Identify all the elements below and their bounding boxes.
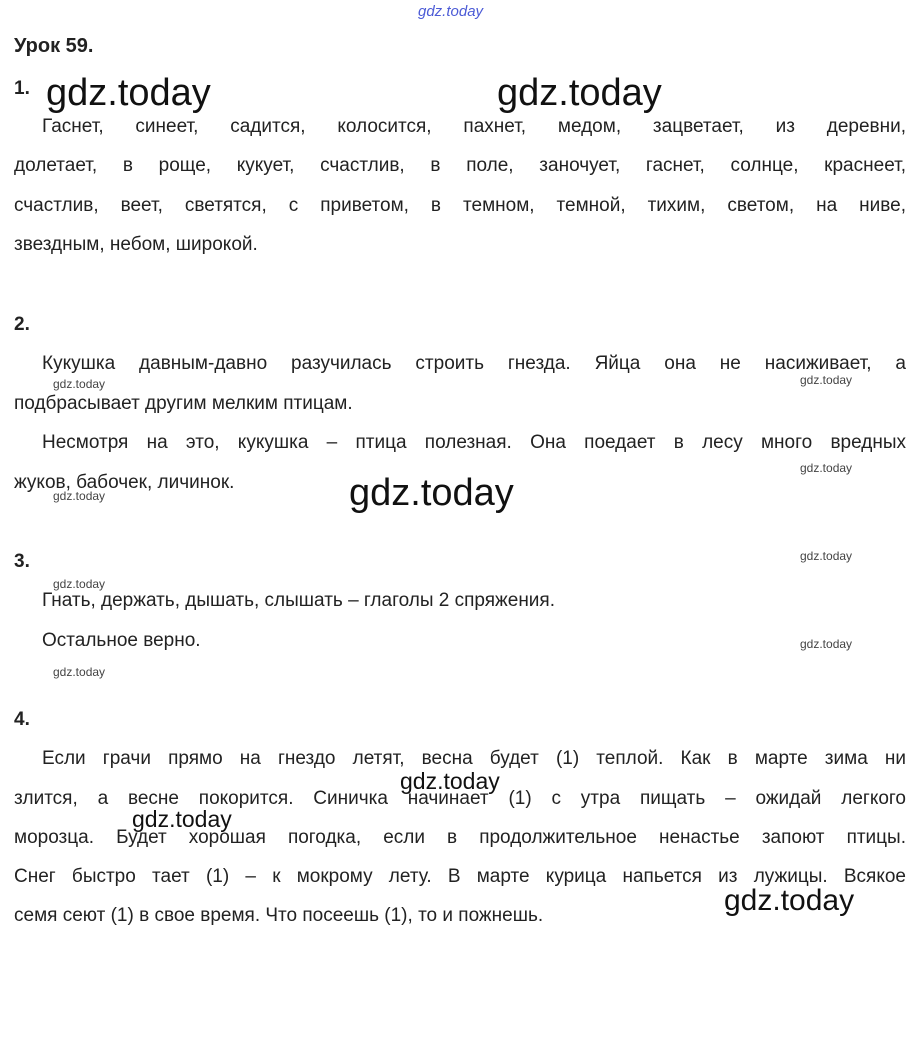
section-number: 3. (14, 551, 30, 572)
watermark: gdz.today (724, 884, 855, 917)
watermark: gdz.today (800, 637, 853, 651)
watermark: gdz.today (46, 72, 211, 114)
watermark: gdz.today (132, 806, 232, 832)
watermark: gdz.today (349, 472, 514, 514)
section-number: 4. (14, 709, 30, 730)
text-line: счастлив, веет, светятся, с приветом, в темном, темной, тихим, светом, на ниве, (14, 195, 906, 216)
lesson-title: Урок 59. (14, 35, 94, 57)
text-line: Снег быстро тает (1) – к мокрому лету. В марте курица напьется из лужицы. Всякое (14, 866, 906, 887)
watermark: gdz.today (800, 549, 853, 563)
section-number: 1. (14, 78, 30, 99)
text-line: Кукушка давным-давно разучилась строить гнезда. Яйца она не насиживает, а (42, 353, 906, 374)
text-line: подбрасывает другим мелким птицам. (14, 393, 353, 414)
text-line: долетает, в роще, кукует, счастлив, в поле, заночует, гаснет, солнце, краснеет, (14, 155, 906, 176)
watermark: gdz.today (497, 72, 662, 114)
watermark: gdz.today (800, 461, 853, 475)
watermark: gdz.today (53, 665, 106, 679)
text-line: морозца. Будет хорошая погодка, если в продолжительное ненастье запоют птицы. (14, 827, 906, 848)
watermark: gdz.today (53, 377, 106, 391)
text-line: семя сеют (1) в свое время. Что посеешь (1), то и пожнешь. (14, 905, 544, 926)
watermark: gdz.today (400, 768, 500, 794)
text-line: Гаснет, синеет, садится, колосится, пахнет, медом, зацветает, из деревни, (42, 116, 906, 137)
text-line: звездным, небом, широкой. (14, 234, 258, 255)
text-line: злится, а весне покорится. Синичка начинает (1) с утра пищать – ожидай легкого (14, 788, 906, 809)
text-line: Несмотря на это, кукушка – птица полезная. Она поедает в лесу много вредных (42, 432, 906, 453)
watermark: gdz.today (53, 577, 106, 591)
watermark: gdz.today (800, 373, 853, 387)
text-line: Гнать, держать, дышать, слышать – глаголы 2 спряжения. (42, 590, 555, 611)
text-line: Если грачи прямо на гнездо летят, весна будет (1) теплой. Как в марте зима ни (42, 748, 906, 769)
text-line: Остальное верно. (42, 630, 201, 651)
watermark: gdz.today (53, 489, 106, 503)
watermark-top: gdz.today (418, 3, 484, 20)
section-number: 2. (14, 314, 30, 335)
text-line: жуков, бабочек, личинок. (14, 472, 235, 493)
